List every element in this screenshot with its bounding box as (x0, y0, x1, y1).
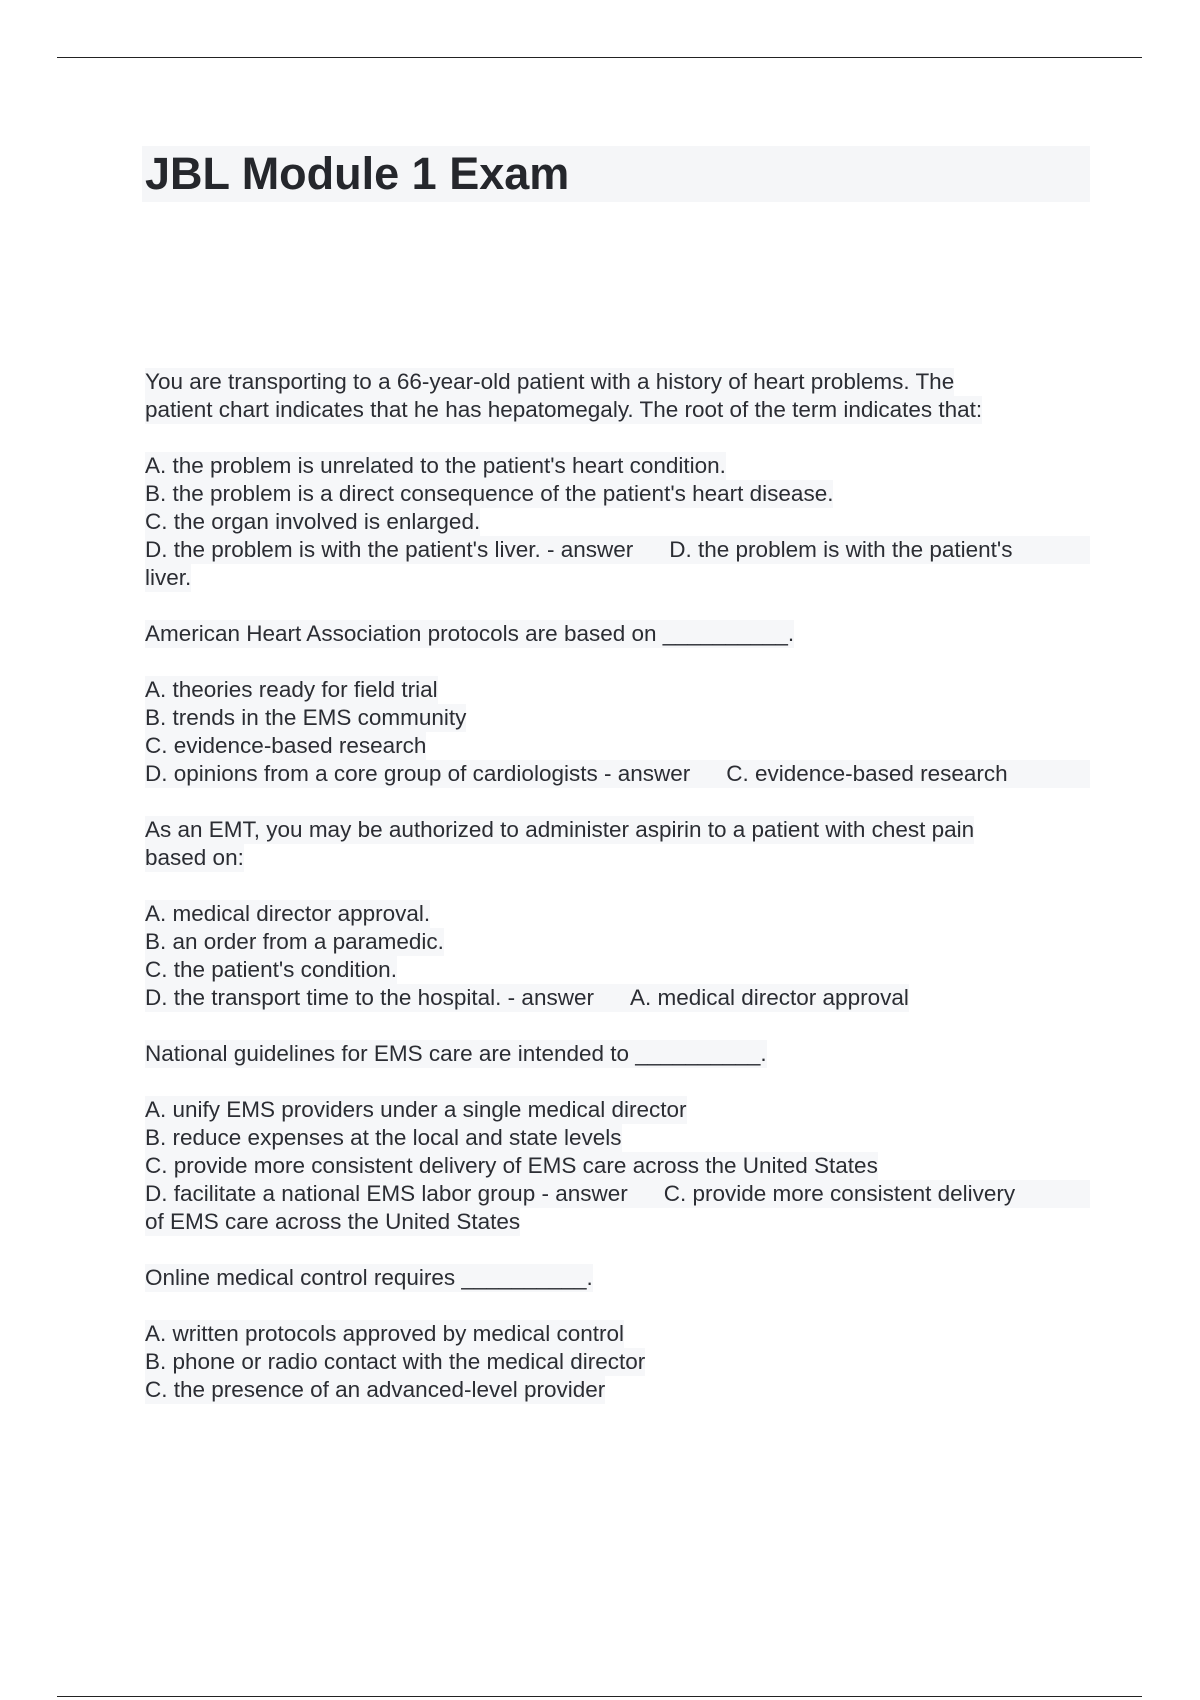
answer-text: C. evidence-based research (726, 761, 1008, 786)
option-d: D. the transport time to the hospital. - answer (145, 985, 594, 1010)
option-c: C. evidence-based research (145, 733, 427, 758)
option-a: A. theories ready for field trial (145, 677, 438, 702)
question-stem-line: You are transporting to a 66-year-old patient with a history of heart problems. The (145, 369, 955, 394)
option-d-with-answer (145, 760, 1090, 788)
question-4-stem (145, 1040, 1090, 1068)
bottom-rule (57, 1696, 1142, 1697)
answer-text: C. provide more consistent delivery (663, 1181, 1016, 1206)
question-2-stem (145, 620, 1090, 648)
option-d: D. the problem is with the patient's liver. - answer (145, 537, 634, 562)
top-rule (57, 57, 1142, 58)
option-b: B. an order from a paramedic. (145, 929, 444, 954)
option-d-with-answer (145, 1180, 1090, 1208)
option-b: B. reduce expenses at the local and state levels (145, 1125, 622, 1150)
option-b: B. phone or radio contact with the medical director (145, 1349, 646, 1374)
question-3-options (145, 900, 1090, 1012)
question-list (145, 368, 1090, 1432)
question-stem-line: As an EMT, you may be authorized to administer aspirin to a patient with chest pain (145, 817, 975, 842)
option-d: D. facilitate a national EMS labor group - answer (145, 1181, 628, 1206)
question-2-options (145, 676, 1090, 788)
option-a: A. medical director approval. (145, 901, 431, 926)
question-5-options (145, 1320, 1090, 1404)
option-d: D. opinions from a core group of cardiologists - answer (145, 761, 691, 786)
option-d-with-answer (145, 984, 909, 1012)
option-c: C. the patient's condition. (145, 957, 397, 982)
option-d-with-answer (145, 536, 1090, 564)
question-stem-line: based on: (145, 845, 244, 870)
option-a: A. written protocols approved by medical control (145, 1321, 624, 1346)
question-1-stem (145, 368, 1090, 424)
question-4-options (145, 1096, 1090, 1236)
option-c: C. provide more consistent delivery of EMS care across the United States (145, 1153, 878, 1178)
answer-text: D. the problem is with the patient's (669, 537, 1013, 562)
answer-text-continued: of EMS care across the United States (145, 1209, 521, 1234)
answer-text-continued: liver. (145, 565, 192, 590)
option-a: A. the problem is unrelated to the patient's heart condition. (145, 453, 726, 478)
question-stem-line: National guidelines for EMS care are intended to __________. (145, 1041, 767, 1066)
option-c: C. the presence of an advanced-level provider (145, 1377, 606, 1402)
option-a: A. unify EMS providers under a single medical director (145, 1097, 687, 1122)
question-stem-line: patient chart indicates that he has hepatomegaly. The root of the term indicates that: (145, 397, 983, 422)
answer-text: A. medical director approval (629, 985, 909, 1010)
option-c: C. the organ involved is enlarged. (145, 509, 481, 534)
page-title: JBL Module 1 Exam (145, 148, 570, 199)
option-b: B. the problem is a direct consequence of the patient's heart disease. (145, 481, 834, 506)
question-3-stem (145, 816, 1090, 872)
question-1-options (145, 452, 1090, 592)
question-stem-line: American Heart Association protocols are based on __________. (145, 621, 795, 646)
question-stem-line: Online medical control requires __________. (145, 1265, 593, 1290)
question-5-stem (145, 1264, 1090, 1292)
option-b: B. trends in the EMS community (145, 705, 467, 730)
